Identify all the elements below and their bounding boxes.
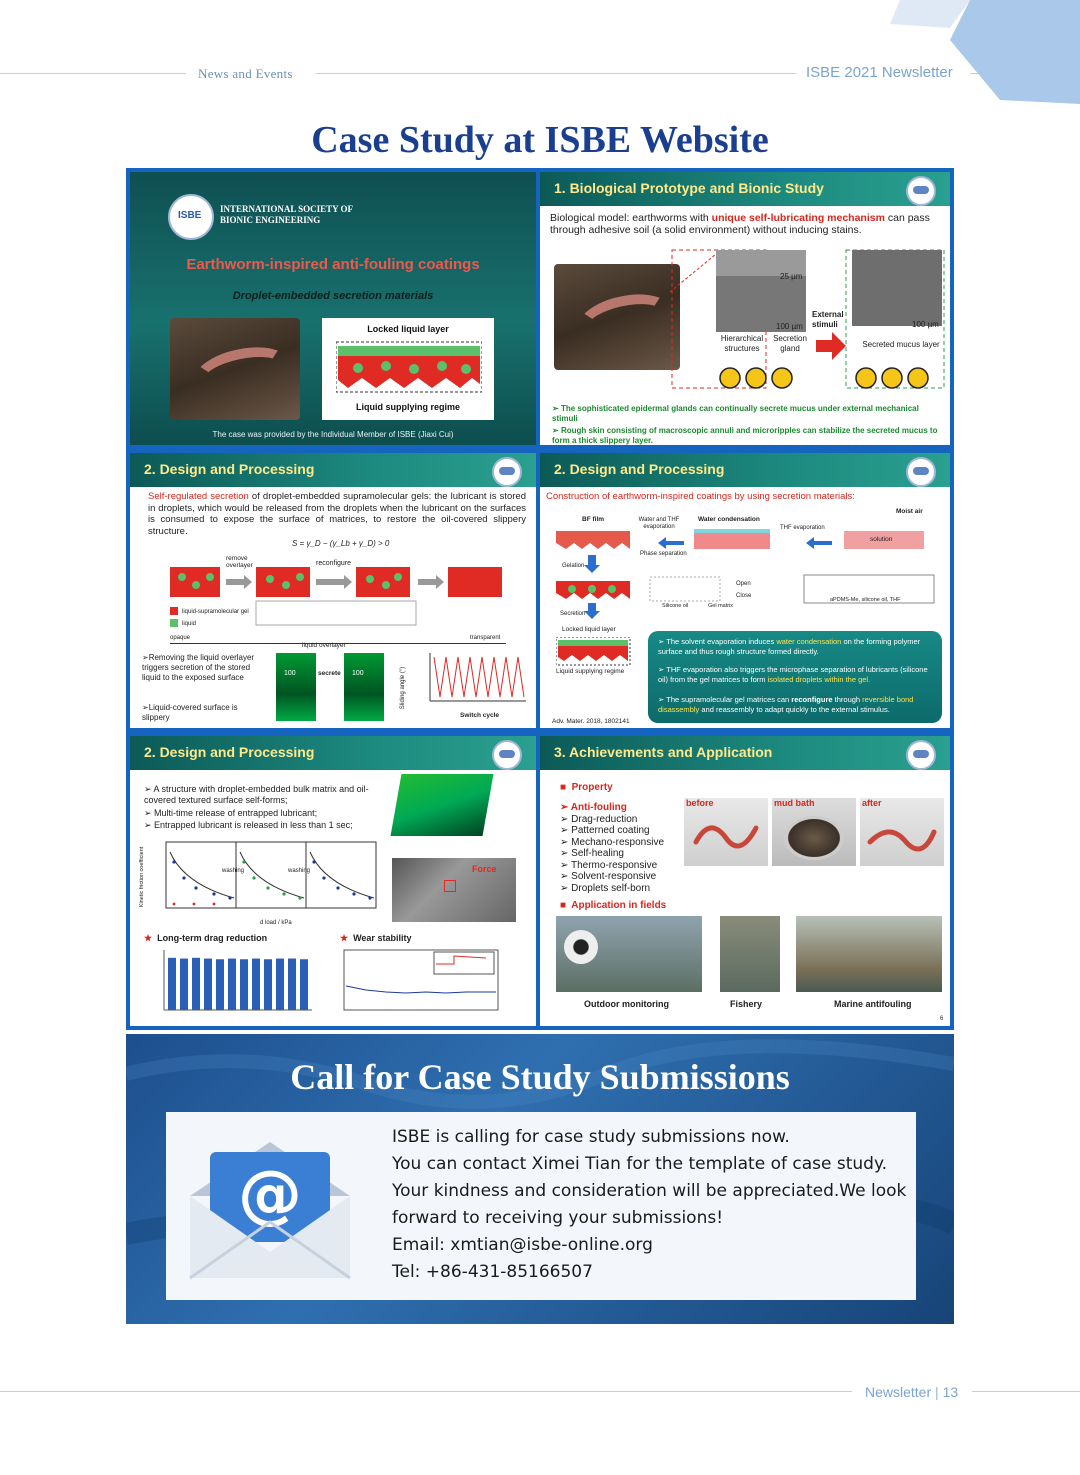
cover-credit: The case was provided by the Individual Member of ISBE (Jiaxi Cui) — [212, 430, 454, 439]
label-moist-air: Moist air — [896, 508, 923, 515]
notes-panel — [648, 631, 942, 723]
scale-bar-100b: 100 µm — [912, 320, 939, 329]
note-2: ➢ THF evaporation also triggers the microphase separation of lubricants (silicone oil) from the gel matrices to form isolated droplets within the gel. — [658, 665, 928, 684]
note-1: ➢ The solvent evaporation induces water condensation on the forming polymer surface and thus rough structure formed directly. — [658, 637, 921, 656]
drag-bar-1 — [168, 958, 176, 1010]
scale-bar-100a: 100 µm — [776, 322, 803, 331]
label-close: Close — [736, 593, 752, 599]
label-external-stimuli: External stimuli — [812, 310, 844, 329]
friction-axis-y: Kinetic friction coefficient — [139, 846, 146, 908]
slide-page-number: 6 — [940, 1016, 944, 1022]
drag-reduction-label: ★ Long-term drag reduction — [144, 933, 268, 943]
friction-chart — [144, 840, 380, 914]
chart-axis-x: Switch cycle — [460, 712, 500, 719]
label-gland: Secretion gland — [773, 334, 807, 353]
slide-achievements — [540, 736, 950, 1026]
microscope-image-left — [276, 653, 316, 721]
label-phase-separation: Phase separation — [640, 551, 687, 557]
washing-label-2: washing — [288, 868, 311, 874]
bio-bullet-2: ➢ Rough skin consisting of macroscopic annuli and microripples can stabilize the secreted mucus to form a thick slippery layer. — [552, 426, 938, 445]
app-label-fishery: Fishery — [730, 999, 763, 1009]
photo-before: before — [684, 798, 768, 866]
bio-bullet-1: ➢ The sophisticated epidermal glands can continually secrete mucus under external mechanical stimuli — [552, 404, 919, 423]
property-item: ➢ Anti-fouling — [560, 802, 627, 813]
label-water-condensation: Water condensation — [698, 516, 760, 523]
earthworm-photo — [170, 318, 300, 420]
highlight-box — [444, 880, 456, 892]
design1-intro: Self-regulated secretion of droplet-embedded supramolecular gels: the lubricant is stored in droplets, which would be released from the droplets when the lubricant on the surfaces is consumed to expose the surface of matrices, to restore the oil-covered slippery structure. — [148, 491, 526, 537]
wear-stability-label: ★ Wear stability — [340, 933, 412, 943]
call-title: Call for Case Study Submissions — [290, 1057, 790, 1097]
call-line: Your kindness and consideration will be appreciated.We look — [392, 1181, 907, 1201]
sem-image — [392, 858, 516, 922]
label-gel: liquid-supramolecular gel — [182, 609, 249, 615]
slide-heading-bar — [130, 736, 536, 770]
label-solution: solution — [870, 536, 893, 543]
label-silicone-oil: Silicone oil — [662, 603, 689, 609]
chart-axis-y: Sliding angle (°) — [400, 666, 407, 710]
slide-heading: 2. Design and Processing — [554, 461, 725, 477]
email-envelope-icon — [166, 1112, 374, 1300]
call-text — [392, 1124, 906, 1286]
call-for-submissions-panel — [126, 1034, 954, 1324]
photo-after: after — [860, 798, 944, 866]
drag-reduction-chart — [144, 946, 314, 1020]
locked-layer-diagram — [556, 637, 632, 667]
label-bf-film: BF film — [582, 516, 605, 523]
washing-label-1: washing — [222, 868, 245, 874]
label-supply-regime: Liquid supplying regime — [556, 668, 625, 675]
label-reconfigure: reconfigure — [316, 560, 352, 567]
label-secrete: secrete — [318, 670, 341, 677]
corner-decoration — [820, 0, 1080, 110]
footer-rule-right — [972, 1391, 1080, 1392]
slide-heading: 3. Achievements and Application — [554, 744, 773, 760]
earthworm-photo — [554, 264, 680, 370]
value-left: 100 — [284, 670, 296, 677]
label-secretion: Secretion — [560, 611, 586, 617]
diagram-bottom-label: Liquid supplying regime — [355, 402, 460, 412]
note-3: ➢ The supramolecular gel matrices can reconfigure through reversible bond disassembly and reassembly to adapt quickly to the external stimulus. — [658, 695, 914, 714]
photo-mud-bath: mud bath — [772, 798, 856, 866]
header-section-label: News and Events — [198, 66, 293, 81]
call-line: ISBE is calling for case study submissions now. — [392, 1127, 790, 1147]
drag-bar-6 — [228, 959, 236, 1010]
drag-bar-7 — [240, 959, 248, 1010]
call-line: You can contact Ximei Tian for the template of case study. — [392, 1154, 887, 1174]
slide-heading-bar — [130, 453, 536, 487]
email-link[interactable]: Email: xmtian@isbe-online.org — [392, 1235, 653, 1255]
design3-bullet-1: ➢ A structure with droplet-embedded bulk matrix and oil-covered textured surface self-forms; — [144, 784, 369, 805]
slide-heading: 2. Design and Processing — [144, 461, 315, 477]
header-newsletter-label: ISBE 2021 Newsletter — [806, 64, 953, 81]
journal-reference: Adv. Mater. 2018, 1802141 — [552, 718, 630, 725]
drag-bar-5 — [216, 959, 224, 1010]
property-item: ➢ Mechano-responsive — [560, 836, 664, 848]
label-water-thf: Water and THF evaporation — [638, 517, 680, 530]
slide-heading-bar — [540, 736, 950, 770]
drag-bar-4 — [204, 959, 212, 1010]
3d-confocal-image — [391, 774, 494, 836]
design1-bullet-1: ➢Removing the liquid overlayer triggers secretion of the stored liquid to the exposed surface — [142, 653, 255, 682]
isbe-logo-icon — [906, 457, 936, 487]
friction-axis-x: d load / kPa — [260, 920, 292, 926]
label-gel-matrix: Gel matrix — [708, 603, 734, 609]
drag-bar-10 — [276, 959, 284, 1010]
design1-bullet-2: ➢Liquid-covered surface is slippery — [142, 703, 238, 722]
phone-number: Tel: +86-431-85166507 — [392, 1262, 593, 1282]
cover-title: Earthworm-inspired anti-fouling coatings — [186, 256, 480, 273]
slide-grid — [126, 168, 954, 1030]
sliding-angle-chart — [416, 651, 528, 709]
slide-design-secretion — [130, 453, 536, 728]
diagram-top-label: Locked liquid layer — [367, 324, 449, 334]
header-rule-left — [0, 73, 186, 74]
wear-stability-chart — [326, 946, 502, 1020]
isbe-logo-icon — [492, 457, 522, 487]
footer-label: Newsletter | 13 — [865, 1384, 959, 1400]
droplet-layer-diagram — [336, 340, 482, 394]
isbe-logo-icon — [906, 176, 936, 206]
label-transparent: transparent — [470, 635, 501, 641]
label-open: Open — [736, 581, 751, 587]
slide-heading: 2. Design and Processing — [144, 744, 315, 760]
scale-bar-25: 25 µm — [780, 272, 803, 281]
camera-icon — [564, 930, 598, 964]
society-name-line1: INTERNATIONAL SOCIETY OF — [220, 204, 354, 214]
app-label-marine: Marine antifouling — [834, 999, 912, 1009]
app-label-outdoor: Outdoor monitoring — [584, 999, 669, 1009]
label-gelation: Gelation — [562, 563, 585, 569]
cover-diagram — [322, 318, 494, 420]
drag-bar-9 — [264, 959, 272, 1010]
slide-heading: 1. Biological Prototype and Bionic Study — [554, 180, 824, 196]
drag-bar-11 — [288, 959, 296, 1010]
property-item: ➢ Thermo-responsive — [560, 859, 658, 871]
mud-dish — [784, 816, 844, 860]
drag-bar-3 — [192, 958, 200, 1010]
footer-newsletter: Newsletter — [865, 1384, 932, 1400]
header-rule-mid — [316, 73, 796, 74]
label-opaque: opaque — [170, 635, 191, 641]
design3-bullet-2: ➢ Multi-time release of entrapped lubricant; — [144, 808, 318, 818]
footer-page-number: 13 — [942, 1384, 959, 1400]
design2-intro: Construction of earthworm-inspired coatings by using secretion materials: — [546, 491, 855, 502]
property-list — [560, 802, 700, 894]
microscope-image-right — [344, 653, 384, 721]
label-mucus: Secreted mucus layer — [862, 340, 940, 349]
label-locked-layer: Locked liquid layer — [562, 626, 616, 633]
photo-fishery — [720, 916, 780, 992]
bio-intro: Biological model: earthworms with unique self-lubricating mechanism can pass through adhesive soil (a solid environment) without inducing stains. — [550, 212, 930, 236]
call-line: forward to receiving your submissions! — [392, 1208, 724, 1228]
slide-heading-bar — [540, 172, 950, 206]
property-item: ➢ Drag-reduction — [560, 813, 638, 825]
footer-rule-left — [0, 1391, 852, 1392]
isbe-logo-icon — [906, 740, 936, 770]
slide-biological-prototype — [540, 172, 950, 445]
slide-heading-bar — [540, 453, 950, 487]
property-item: ➢ Droplets self-born — [560, 882, 651, 894]
label-liquid: liquid — [182, 621, 197, 627]
label-remove-overlayer: remove overlayer — [226, 555, 253, 569]
label-liquid-overlayer: liquid overlayer — [302, 642, 346, 649]
logo-text: ISBE — [178, 210, 202, 221]
property-item: ➢ Solvent-responsive — [560, 871, 657, 882]
gland-diagram — [670, 248, 950, 394]
value-right: 100 — [352, 670, 364, 677]
slide-design-construction — [540, 453, 950, 728]
call-content-box — [166, 1112, 916, 1300]
slide-design-performance — [130, 736, 536, 1026]
application-heading: ■ Application in fields — [560, 900, 667, 911]
drag-bar-8 — [252, 959, 260, 1010]
photo-marine-antifouling — [796, 916, 942, 992]
svg-text:@: @ — [238, 1158, 302, 1232]
isbe-logo — [168, 194, 214, 240]
design3-bullet-3: ➢ Entrapped lubricant is released in less than 1 sec; — [144, 820, 353, 830]
page-title: Case Study at ISBE Website — [311, 119, 769, 161]
photo-outdoor-monitoring — [556, 916, 702, 992]
drag-bar-2 — [180, 959, 188, 1010]
isbe-logo-icon — [492, 740, 522, 770]
cover-subtitle: Droplet-embedded secretion materials — [232, 290, 434, 302]
property-heading: ■ Property — [560, 782, 613, 793]
society-name-line2: BIONIC ENGINEERING — [220, 215, 321, 225]
slide-cover — [130, 172, 536, 445]
drag-bar-12 — [300, 959, 308, 1010]
spreading-formula: S = γ_D − (γ_Lb + γ_D) > 0 — [292, 539, 390, 548]
property-item: ➢ Self-healing — [560, 848, 624, 859]
label-thf-evaporation: THF evaporation — [780, 525, 825, 531]
force-label: Force — [472, 864, 497, 874]
property-item: ➢ Patterned coating — [560, 825, 650, 836]
label-hierarchical: Hierarchical structures — [720, 334, 764, 353]
label-polymer: aPDMS-Me, silicone oil, THF — [830, 597, 901, 603]
